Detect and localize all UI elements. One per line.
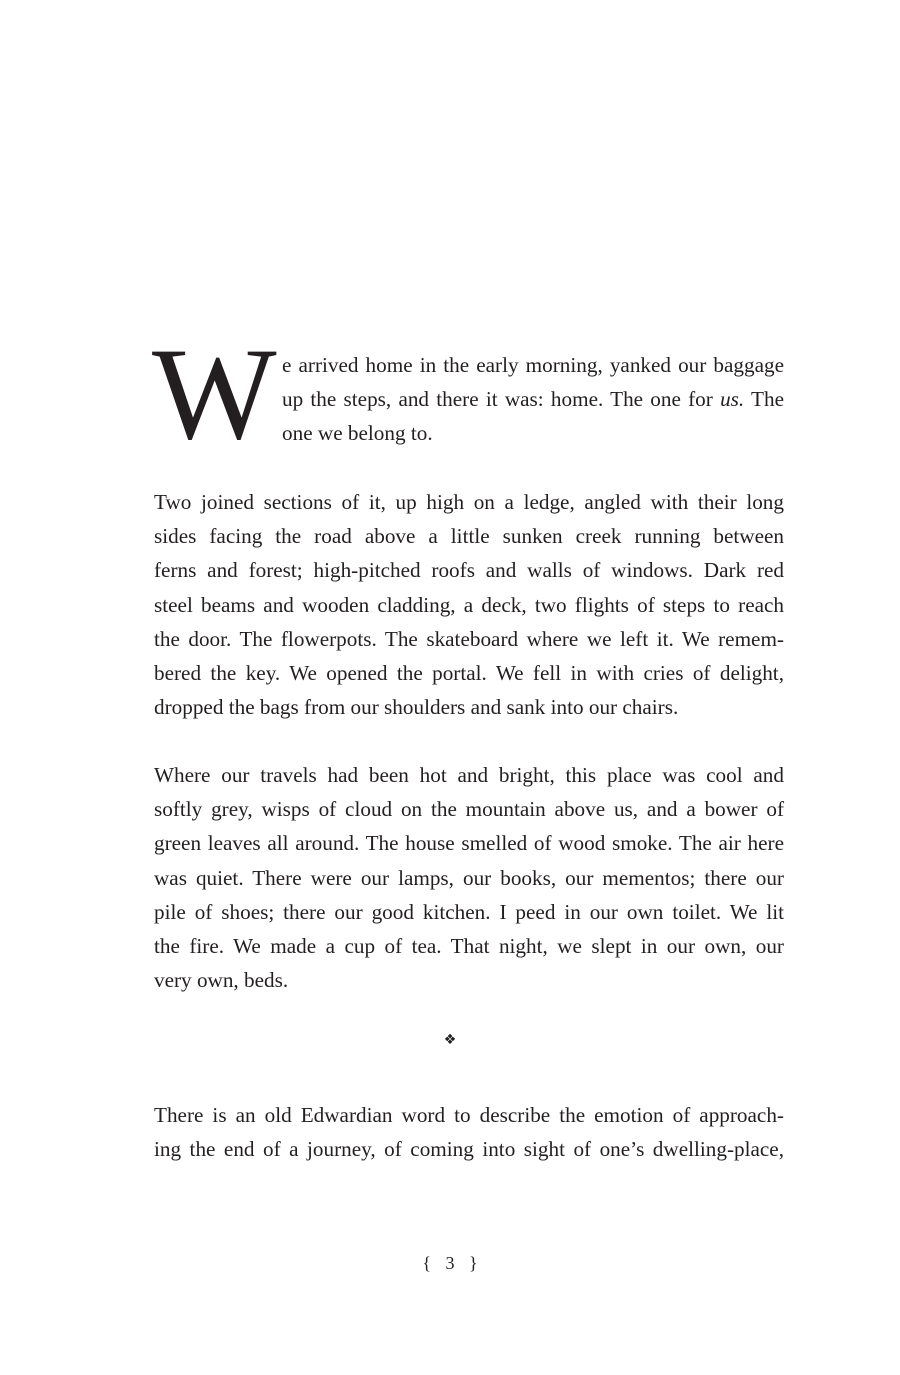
p2-line: the fire. We made a cup of tea. That night, we slept in our own, our [154,934,784,959]
opening-line-3: one we belong to. [282,421,433,446]
p1-line: the door. The flowerpots. The skateboard where we left it. We remem- [154,626,784,651]
section-break-ornament-icon: ❖ [443,1032,457,1048]
p1-line: steel beams and wooden cladding, a deck, two flights of steps to reach [154,592,784,617]
opening-line-2 [282,382,784,416]
p1-line: sides facing the road above a little sunken creek running between [154,524,784,549]
p1-line: Two joined sections of it, up high on a ledge, angled with their long [154,490,784,514]
opening-paragraph [282,348,784,451]
p2-line: was quiet. There were our lamps, our books, our mementos; there our [154,865,784,890]
opening-italic-us: us. [720,387,745,412]
folio-close-brace: } [469,1253,478,1273]
p1-line: dropped the bags from our shoulders and sank into our chairs. [154,695,679,720]
p1-line: bered the key. We opened the portal. We fell in with cries of delight, [154,661,784,686]
page-number [0,1251,900,1275]
paragraph-3 [154,1098,784,1166]
drop-cap: W [152,320,273,467]
p2-line: green leaves all around. The house smelled of wood smoke. The air here [154,831,784,856]
opening-line-2-end: The [744,387,784,412]
folio-open-brace: { [422,1253,431,1273]
p3-line: There is an old Edwardian word to describe the emotion of approach- [154,1103,784,1127]
p3-line: ing the end of a journey, of coming into sight of one’s dwelling-place, [154,1137,784,1162]
folio-number: 3 [445,1253,455,1273]
opening-line-1: e arrived home in the early morning, yanked our baggage [282,353,784,377]
p2-line: very own, beds. [154,968,289,993]
paragraph-1 [154,485,784,724]
opening-line-2-text: up the steps, and there it was: home. The one for [282,387,721,412]
p2-line: softly grey, wisps of cloud on the mountain above us, and a bower of [154,797,784,822]
p2-line: Where our travels had been hot and bright, this place was cool and [154,763,784,787]
paragraph-2 [154,758,784,997]
p1-line: ferns and forest; high-pitched roofs and walls of windows. Dark red [154,558,784,583]
p2-line: pile of shoes; there our good kitchen. I peed in our own toilet. We lit [154,899,784,924]
